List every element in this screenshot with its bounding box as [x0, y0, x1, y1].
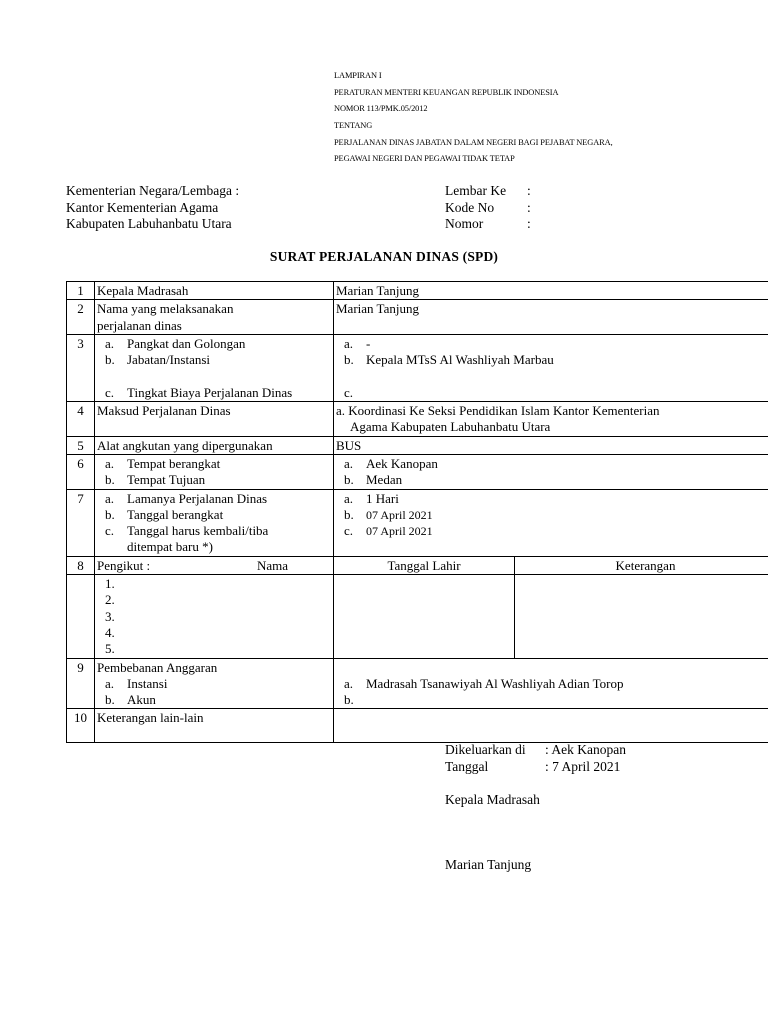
tanggal-lahir-cell	[334, 575, 515, 658]
lembar-ke-label: Lembar Ke	[445, 183, 507, 198]
sub-value: c. 07 April 2021	[344, 523, 433, 539]
row-value: Marian Tanjung	[334, 282, 768, 300]
row-value	[334, 489, 768, 556]
sub-item: a. Pangkat dan Golongan	[105, 335, 246, 351]
sub-value: a. 1 Hari	[344, 490, 399, 506]
row-number: 8	[67, 556, 95, 574]
ministry-label: Kementerian Negara/Lembaga :	[66, 183, 240, 198]
sub-item: b. Tempat Tujuan	[105, 472, 206, 488]
table-row	[67, 300, 768, 335]
row-number: 5	[67, 436, 95, 454]
row-value	[334, 402, 768, 437]
kode-no-label: Kode No	[445, 200, 495, 215]
row-number: 1	[67, 282, 95, 300]
sub-value: a. Aek Kanopan	[344, 455, 438, 471]
pengikut-header	[95, 556, 334, 574]
sub-item: b. Akun	[105, 692, 156, 708]
nomor-colon: :	[527, 216, 531, 231]
sub-value: c.	[344, 384, 354, 400]
row-label-line: Nama yang melaksanakan	[97, 301, 234, 317]
lampiran-line-5: PERJALANAN DINAS JABATAN DALAM NEGERI BAGI PEJABAT NEGARA,	[334, 138, 613, 147]
lampiran-line-1: LAMPIRAN I	[334, 71, 382, 80]
regency-name: Kabupaten Labuhanbatu Utara	[66, 216, 232, 231]
sub-item: a. Instansi	[105, 675, 168, 691]
table-row	[67, 658, 768, 709]
row-label	[95, 658, 334, 709]
row-value-line: Agama Kabupaten Labuhanbatu Utara	[350, 419, 551, 435]
row-value-line: a. Koordinasi Ke Seksi Pendidikan Islam Kantor Kementerian	[336, 403, 660, 419]
row-number: 6	[67, 454, 95, 489]
keterangan-cell	[515, 575, 768, 658]
spd-table	[66, 281, 768, 743]
nama-column-header: Nama	[257, 557, 289, 573]
kode-no-colon: :	[527, 200, 531, 215]
table-row	[67, 282, 768, 300]
pengikut-list	[95, 575, 334, 658]
row-label: Kepala Madrasah	[95, 282, 334, 300]
list-item: 1.	[105, 576, 115, 592]
dikeluarkan-value: : Aek Kanopan	[545, 742, 626, 757]
pengikut-label: Pengikut :	[97, 557, 151, 573]
lampiran-line-4: TENTANG	[334, 121, 373, 130]
sub-item: b. Jabatan/Instansi	[105, 352, 211, 368]
tanggal-lahir-column-header: Tanggal Lahir	[334, 556, 515, 574]
row-label	[95, 454, 334, 489]
list-item: 5.	[105, 641, 115, 657]
signatory-name: Marian Tanjung	[445, 857, 532, 872]
lampiran-line-3: NOMOR 113/PMK.05/2012	[334, 104, 428, 113]
row-label	[95, 300, 334, 335]
table-row	[67, 402, 768, 437]
dikeluarkan-label: Dikeluarkan di	[445, 742, 526, 757]
document-title: SURAT PERJALANAN DINAS (SPD)	[269, 249, 499, 264]
row-number: 9	[67, 658, 95, 709]
sub-value: b. Kepala MTsS Al Washliyah Marbau	[344, 352, 554, 368]
list-item: 2.	[105, 592, 115, 608]
row-label	[95, 489, 334, 556]
sub-item: c. Tingkat Biaya Perjalanan Dinas	[105, 384, 293, 400]
signatory-role: Kepala Madrasah	[445, 792, 540, 807]
row-value	[334, 709, 768, 743]
table-row	[67, 709, 768, 743]
row-label-line: perjalanan dinas	[97, 317, 182, 333]
table-row	[67, 454, 768, 489]
sub-item: a. Lamanya Perjalanan Dinas	[105, 490, 268, 506]
row-number: 4	[67, 402, 95, 437]
keterangan-column-header: Keterangan	[515, 556, 768, 574]
table-row	[67, 575, 768, 658]
row-number: 7	[67, 489, 95, 556]
row-label: Alat angkutan yang dipergunakan	[95, 436, 334, 454]
row-label: Maksud Perjalanan Dinas	[95, 402, 334, 437]
row-value	[334, 658, 768, 709]
office-name: Kantor Kementerian Agama	[66, 200, 219, 215]
tanggal-label: Tanggal	[445, 759, 489, 774]
row-value	[334, 334, 768, 401]
sub-item: a. Tempat berangkat	[105, 455, 221, 471]
table-row	[67, 334, 768, 401]
table-row	[67, 489, 768, 556]
lampiran-line-6: PEGAWAI NEGERI DAN PEGAWAI TIDAK TETAP	[334, 154, 515, 163]
sub-value: a. -	[344, 335, 371, 351]
row-label: Keterangan lain-lain	[95, 709, 334, 743]
sub-value: b. 07 April 2021	[344, 506, 433, 522]
list-item: 4.	[105, 624, 115, 640]
sub-value: a. Madrasah Tsanawiyah Al Washliyah Adian Torop	[344, 675, 624, 691]
row-number: 2	[67, 300, 95, 335]
sub-value: b. Medan	[344, 472, 403, 488]
row-label-line: Pembebanan Anggaran	[97, 659, 218, 675]
row-number-empty	[67, 575, 95, 658]
lampiran-line-2: PERATURAN MENTERI KEUANGAN REPUBLIK INDONESIA	[334, 88, 559, 97]
row-number: 10	[67, 709, 95, 743]
sub-value: b.	[344, 692, 354, 708]
tanggal-value: : 7 April 2021	[545, 759, 621, 774]
list-item: 3.	[105, 608, 115, 624]
table-row	[67, 556, 768, 574]
row-value	[334, 454, 768, 489]
sub-item: b. Tanggal berangkat	[105, 506, 224, 522]
row-value: Marian Tanjung	[334, 300, 768, 335]
sub-item: c. Tanggal harus kembali/tiba	[105, 523, 269, 539]
nomor-label: Nomor	[445, 216, 484, 231]
table-row	[67, 436, 768, 454]
row-number: 3	[67, 334, 95, 401]
row-label	[95, 334, 334, 401]
sub-item-continued: ditempat baru *)	[127, 539, 213, 555]
row-value: BUS	[334, 436, 768, 454]
lembar-ke-colon: :	[527, 183, 531, 198]
